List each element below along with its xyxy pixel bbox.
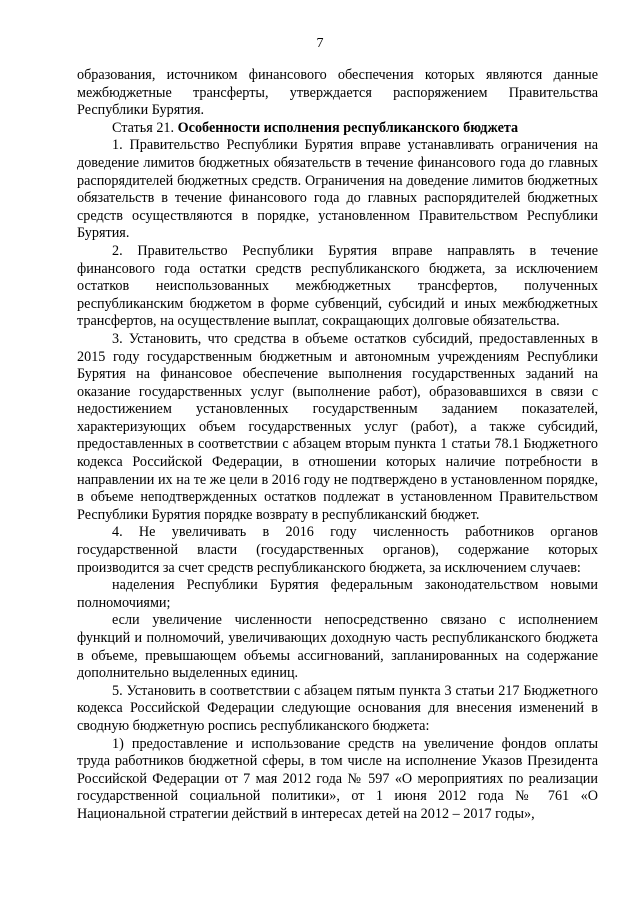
- paragraph-exception-2: если увеличение численности непосредственно связано с исполнением функций и полномочий, увеличивающих доходную часть республиканского бюджета в объеме, превышающем объемы ассигнований, запланированных на содержание дополнительно выделенных единиц.: [77, 612, 598, 682]
- paragraph-item-1: 1. Правительство Республики Бурятия вправе устанавливать ограничения на доведение лимитов бюджетных обязательств в течение финансового года до главных распорядителей бюджетных средств. Ограничения на доведение лимитов бюджетных обязательств в течение финансового года до главных распорядителей бюджетных средств осуществляются в порядке, установленном Правительством Республики Бурятия.: [77, 137, 598, 242]
- paragraph-item-4: 4. Не увеличивать в 2016 году численность работников органов государственной власти (государственных органов), содержание которых производится за счет средств республиканского бюджета, за исключением случаев:: [77, 524, 598, 576]
- paragraph-exception-1: наделения Республики Бурятия федеральным законодательством новыми полномочиями;: [77, 577, 598, 611]
- article-heading: [77, 120, 598, 138]
- page-number: 7: [316, 36, 324, 51]
- paragraph-continuation: образования, источником финансового обеспечения которых являются данные межбюджетные трансферты, утверждается распоряжением Правительства Республики Бурятия.: [77, 67, 598, 119]
- paragraph-subitem-1: 1) предоставление и использование средств на увеличение фондов оплаты труда работников бюджетной сферы, в том числе на исполнение Указов Президента Российской Федерации от 7 мая 2012 года № 597 «О мероприятиях по реализации государственной социальной политики», от 1 июня 2012 года № 761 «О Национальной стратегии действий в интересах детей на 2012 – 2017 годы»,: [77, 735, 598, 822]
- paragraph-item-2: 2. Правительство Республики Бурятия вправе направлять в течение финансового года остатки средств республиканского бюджета, за исключением остатков неиспользованных межбюджетных трансфертов, полученных республиканским бюджетом в форме субвенций, субсидий и иных межбюджетных трансфертов, на осуществление выплат, сокращающих долговые обязательства.: [77, 242, 598, 330]
- paragraph-item-3: 3. Установить, что средства в объеме остатков субсидий, предоставленных в 2015 году государственным бюджетным и автономным учреждениям Республики Бурятия на финансовое обеспечение выполнения государственных заданий на оказание государственных услуг (выполнение работ), образовавшихся в связи с недостижением установленных государственным заданием показателей, характеризующих объем государственных услуг (работ), а также субсидий, предоставленных в соответствии с абзацем вторым пункта 1 статьи 78.1 Бюджетного кодекса Российской Федерации, в отношении которых наличие потребности в направлении их на те же цели в 2016 году не подтверждено в установленном порядке, в объеме неподтвержденных остатков подлежат в установленном Правительством Республики Бурятия порядке возврату в республиканский бюджет.: [77, 330, 598, 523]
- document-body: [77, 67, 598, 824]
- article-title: Особенности исполнения республиканского бюджета: [177, 119, 519, 136]
- paragraph-item-5: 5. Установить в соответствии с абзацем пятым пункта 3 статьи 217 Бюджетного кодекса Российской Федерации следующие основания для внесения изменений в сводную бюджетную роспись республиканского бюджета:: [77, 682, 598, 734]
- article-number: Статья 21.: [112, 119, 178, 136]
